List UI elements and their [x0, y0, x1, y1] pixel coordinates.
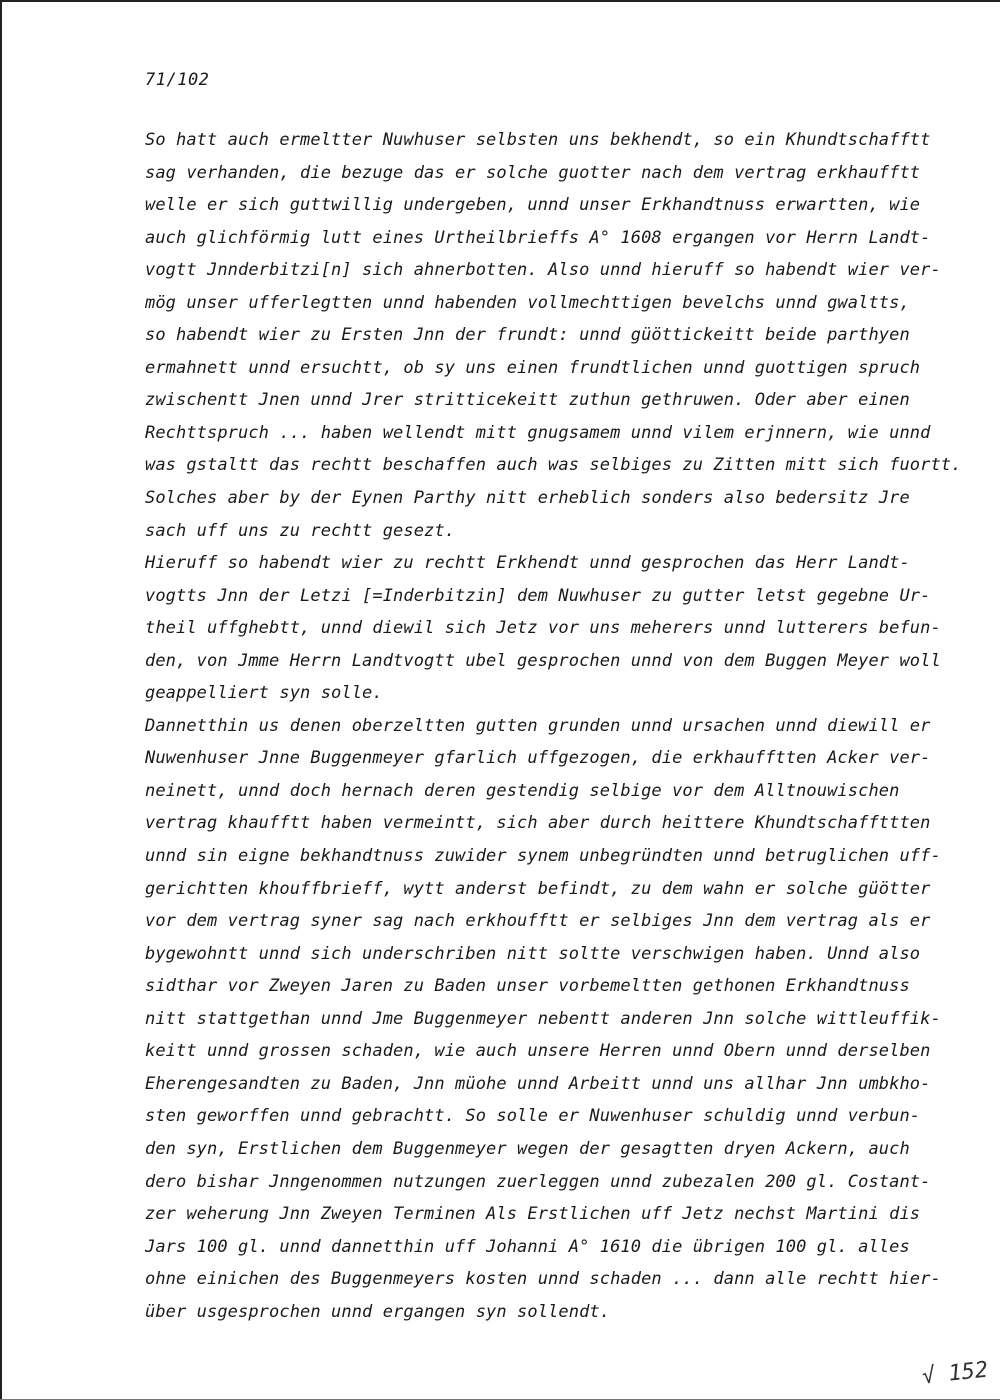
text-line: Solches aber by der Eynen Parthy nitt erheblich sonders also bedersitz Jre: [145, 488, 910, 509]
text-line: Eherengesandten zu Baden, Jnn müohe unnd Arbeitt unnd uns allhar Jnn umbkho-: [145, 1073, 931, 1094]
text-line: vogtts Jnn der Letzi [=Inderbitzin] dem Nuwhuser zu gutter letst gegebne Ur-: [145, 585, 931, 606]
text-line: neinett, unnd doch hernach deren gestendig selbige vor dem Alltnouwischen: [145, 780, 900, 801]
text-line: So hatt auch ermeltter Nuwhuser selbsten uns bekhendt, so ein Khundtschafftt: [145, 130, 931, 150]
text-line: auch glichförmig lutt eines Urtheilbrieffs A° 1608 ergangen vor Herrn Landt-: [145, 227, 931, 248]
text-line: zwischentt Jnen unnd Jrer stritticekeitt zuthun gethruwen. Oder aber einen: [145, 390, 910, 411]
text-line: theil uffghebtt, unnd diewil sich Jetz vor uns meherers unnd lutterers befun-: [145, 618, 941, 639]
text-line: den, von Jmme Herrn Landtvogtt ubel gesprochen unnd von dem Buggen Meyer woll: [145, 650, 941, 671]
text-line: unnd sin eigne bekhandtnuss zuwider synem unbegründten unnd betruglichen uff-: [145, 846, 941, 867]
text-line: mög unser ufferlegtten unnd habenden vollmechttigen bevelchs unnd gwaltts,: [145, 292, 910, 313]
text-line: ohne einichen des Buggenmeyers kosten unnd schaden ... dann alle rechtt hier-: [145, 1269, 941, 1290]
text-line: Rechttspruch ... haben wellendt mitt gnugsamem unnd vilem erjnnern, wie unnd: [145, 422, 931, 443]
text-line: geappelliert syn solle.: [145, 683, 383, 704]
text-line: zer weherung Jnn Zweyen Terminen Als Erstlichen uff Jetz nechst Martini dis: [145, 1204, 921, 1225]
text-line: vor dem vertrag syner sag nach erkhoufftt er selbiges Jnn dem vertrag als er: [145, 911, 931, 932]
text-line: keitt unnd grossen schaden, wie auch unsere Herren unnd Obern unnd derselben: [145, 1041, 931, 1062]
text-line: Nuwenhuser Jnne Buggenmeyer gfarlich uffgezogen, die erkhaufftten Acker ver-: [145, 748, 931, 769]
text-line: vertrag khaufftt haben vermeintt, sich aber durch heittere Khundtschaffttten: [145, 813, 931, 834]
handwritten-corner-mark: √ 152: [920, 1357, 990, 1390]
folio-number: 71/102: [145, 70, 210, 90]
scan-edge-top: [0, 0, 1000, 2]
text-line: gerichtten khouffbrieff, wytt anderst befindt, zu dem wahn er solche güötter: [145, 878, 931, 899]
transcription-body: [145, 124, 962, 1328]
text-line: ermahnett unnd ersuchtt, ob sy uns einen frundtlichen unnd guottigen spruch: [145, 357, 921, 378]
text-line: so habendt wier zu Ersten Jnn der frundt: unnd güöttickeitt beide parthyen: [145, 325, 910, 346]
text-line: sach uff uns zu rechtt gesezt.: [145, 520, 456, 541]
text-line: sidthar vor Zweyen Jaren zu Baden unser vorbemeltten gethonen Erkhandtnuss: [145, 976, 910, 997]
text-line: Dannetthin us denen oberzeltten gutten grunden unnd ursachen unnd diewill er: [145, 715, 931, 736]
text-line: bygewohntt unnd sich underschriben nitt soltte verschwigen haben. Unnd also: [145, 943, 921, 964]
text-line: vogtt Jnnderbitzi[n] sich ahnerbotten. Also unnd hieruff so habendt wier ver-: [145, 260, 941, 281]
text-line: welle er sich guttwillig undergeben, unnd unser Erkhandtnuss erwartten, wie: [145, 195, 921, 216]
scan-edge-left: [0, 0, 2, 1400]
text-line: nitt stattgethan unnd Jme Buggenmeyer nebentt anderen Jnn solche wittleuffik-: [145, 1008, 941, 1029]
text-line: sag verhanden, die bezuge das er solche guotter nach dem vertrag erkhaufftt: [145, 162, 921, 183]
text-line: über usgesprochen unnd ergangen syn sollendt.: [145, 1301, 611, 1322]
text-line: was gstaltt das rechtt beschaffen auch was selbiges zu Zitten mitt sich fuortt.: [145, 455, 962, 476]
text-line: sten geworffen unnd gebrachtt. So solle er Nuwenhuser schuldig unnd verbun-: [145, 1106, 921, 1127]
text-line: Hieruff so habendt wier zu rechtt Erkhendt unnd gesprochen das Herr Landt-: [145, 553, 910, 574]
text-line: den syn, Erstlichen dem Buggenmeyer wegen der gesagtten dryen Ackern, auch: [145, 1138, 910, 1159]
text-line: Jars 100 gl. unnd dannetthin uff Johanni A° 1610 die übrigen 100 gl. alles: [145, 1236, 910, 1257]
text-line: dero bishar Jnngenommen nutzungen zuerleggen unnd zubezalen 200 gl. Costant-: [145, 1171, 931, 1192]
